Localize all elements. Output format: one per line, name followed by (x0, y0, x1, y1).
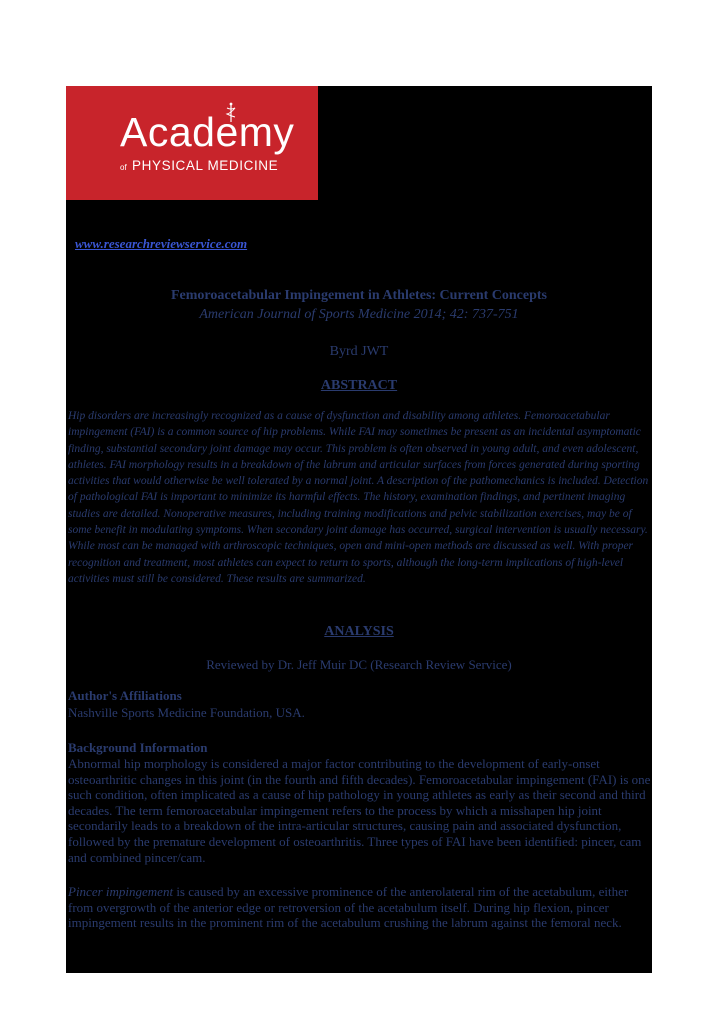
affiliations-text: Nashville Sports Medicine Foundation, USA. (68, 705, 305, 720)
article-title: Femoroacetabular Impingement in Athletes: Current Concepts (170, 288, 548, 303)
article-author: Byrd JWT (329, 344, 389, 359)
logo-subtitle (120, 158, 278, 173)
affiliations-heading: Author's Affiliations (68, 688, 182, 703)
analysis-heading: ANALYSIS (324, 624, 394, 639)
website-link[interactable]: www.researchreviewservice.com (75, 236, 248, 251)
abstract-heading: ABSTRACT (320, 378, 398, 393)
background-heading: Background Information (68, 740, 208, 755)
logo-sub-text: PHYSICAL MEDICINE (132, 158, 279, 173)
pincer-paragraph (68, 884, 652, 931)
logo-of: of (120, 163, 127, 172)
pincer-text: is caused by an excessive prominence of the anterolateral rim of the acetabulum, either from overgrowth of the anterior edge or retroversion of the acetabulum itself. During hip flexion, pincer impingement results in the prominent rim of the acetabulum crushing the labrum against the femoral neck. (68, 884, 629, 931)
journal-citation: American Journal of Sports Medicine 2014; 42: 737-751 (199, 307, 519, 322)
pincer-lead: Pincer impingement (68, 884, 174, 899)
academy-logo (66, 86, 318, 200)
background-text: Abnormal hip morphology is considered a major factor contributing to the development of early-onset osteoarthritic changes in this joint (in the fourth and fifth decades). Femoroacetabular impingement (FAI) is one such condition, often implicated as a cause of hip pathology in young athletes as early as their second and third decades. The term femoroacetabular impingement refers to the process by which a misshapen hip joint secondarily leads to a breakdown of the intra-articular structures, causing pain and associated dysfunction, followed by the premature development of osteoarthritis. Three types of FAI have been identified: pincer, cam and combined pincer/cam. (68, 756, 651, 865)
document-page (66, 86, 652, 973)
logo-word: Academy (120, 109, 295, 155)
abstract-text: Hip disorders are increasingly recognized as a cause of dysfunction and disability among athletes. Femoroacetabular impingement (FAI) is a common source of hip problems. While FAI may sometimes be present as an incidental asymptomatic finding, substantial secondary joint damage may occur. This problem is often observed in young adult, and even adolescent, athletes. FAI morphology results in a breakdown of the labrum and articular surfaces from forces generated during sporting activities that would otherwise be well tolerated by a normal joint. A description of the pathomechanics is included. Detection of pathological FAI is important to minimize its harmful effects. The history, examination findings, and pertinent imaging studies are detailed. Nonoperative measures, including training modifications and pelvic stabilization exercises, may be of some benefit in modulating symptoms. When secondary joint damage has occurred, surgical intervention is usually necessary. While most can be managed with arthroscopic techniques, open and mini-open methods are discussed as well. With proper recognition and treatment, most athletes can expect to return to sports, although the long-term implications of high-level activities must still be considered. These results are summarized. (68, 410, 649, 585)
reviewer-line: Reviewed by Dr. Jeff Muir DC (Research Review Service) (206, 657, 512, 672)
